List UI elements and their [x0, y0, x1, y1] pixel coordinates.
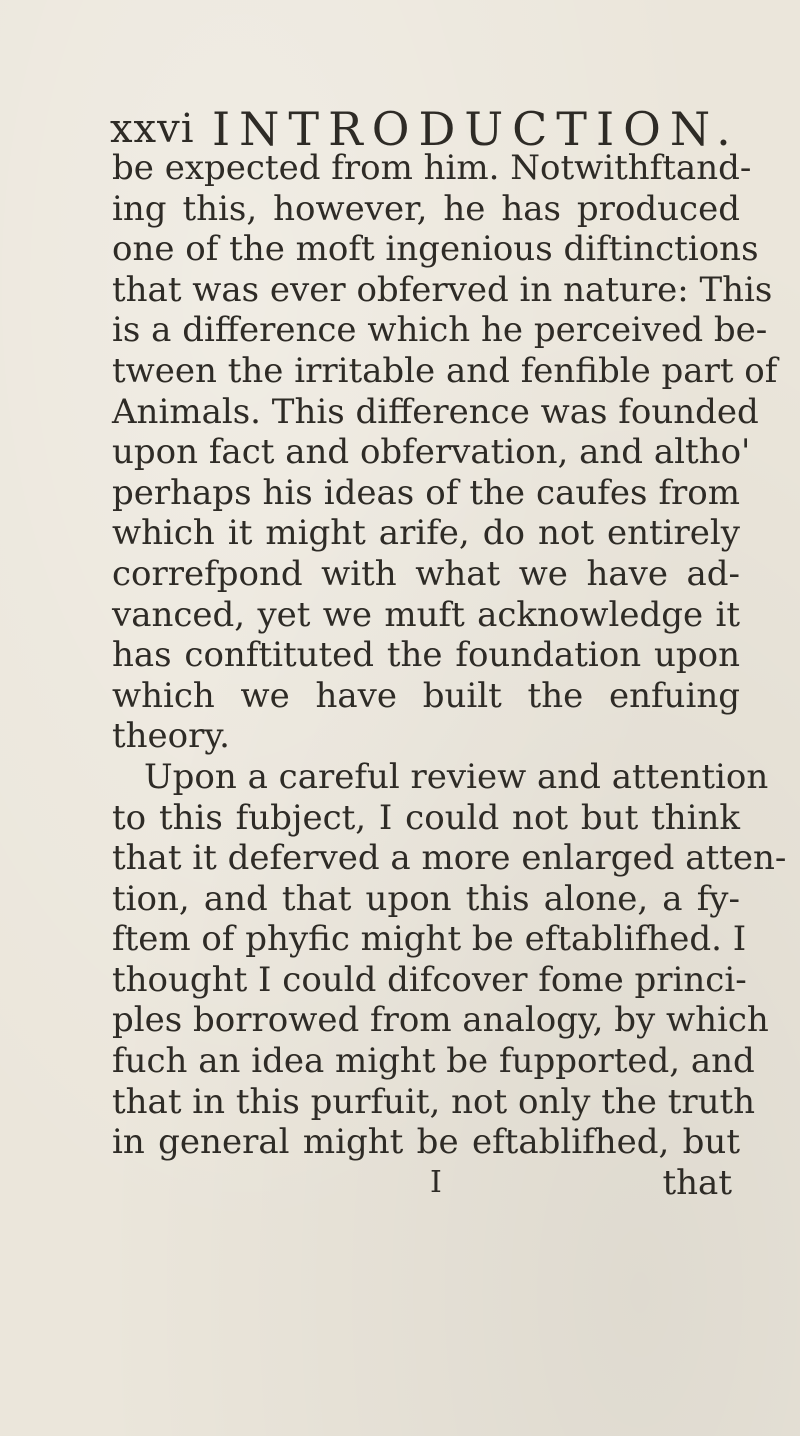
- text-line: that was ever obferved in nature: This: [112, 269, 773, 310]
- text-line: ples borrowed from analogy, by which: [112, 1000, 769, 1041]
- text-line: correfpond with what we have ad-: [112, 553, 740, 594]
- text-line: Upon a careful review and attention: [144, 756, 769, 797]
- chapter-title: INTRODUCTION.: [212, 102, 740, 156]
- catchword: that: [662, 1162, 732, 1203]
- signature-mark: I: [430, 1164, 442, 1200]
- text-line: Animals. This difference was founded: [112, 391, 759, 432]
- text-line: thought I could difcover fome princi-: [112, 959, 747, 1000]
- text-line: upon fact and obfervation, and altho': [112, 432, 751, 473]
- text-line: ing this, however, he has produced: [112, 188, 740, 229]
- text-line: one of the moft ingenious diftinctions: [112, 229, 759, 270]
- text-line: that in this purfuit, not only the truth: [112, 1081, 756, 1122]
- body-text: [112, 148, 787, 1203]
- text-line: fuch an idea might be fupported, and: [112, 1041, 755, 1082]
- text-line: that it deferved a more enlarged atten-: [112, 838, 787, 879]
- text-line: to this fubject, I could not but think: [112, 797, 740, 838]
- page-number: xxvi: [110, 106, 195, 152]
- text-line: is a difference which he perceived be-: [112, 310, 768, 351]
- page-footer: [112, 1163, 740, 1204]
- text-lines: [112, 148, 787, 1163]
- running-head: [110, 102, 740, 156]
- text-line: perhaps his ideas of the caufes from: [112, 472, 740, 513]
- text-line: which it might arife, do not entirely: [112, 513, 740, 554]
- text-line: which we have built the enfuing: [112, 675, 740, 716]
- text-line: in general might be eftablifhed, but: [112, 1122, 740, 1163]
- text-line: vanced, yet we muft acknowledge it: [112, 594, 740, 635]
- text-line: has conftituted the foundation upon: [112, 635, 740, 676]
- text-line: tion, and that upon this alone, a fy-: [112, 878, 740, 919]
- text-line: tween the irritable and fenfible part of: [112, 350, 778, 391]
- text-line: theory.: [112, 716, 230, 757]
- text-line: ftem of phyfic might be eftablifhed. I: [112, 919, 747, 960]
- text-line: be expected from him. Notwithftand-: [112, 148, 752, 188]
